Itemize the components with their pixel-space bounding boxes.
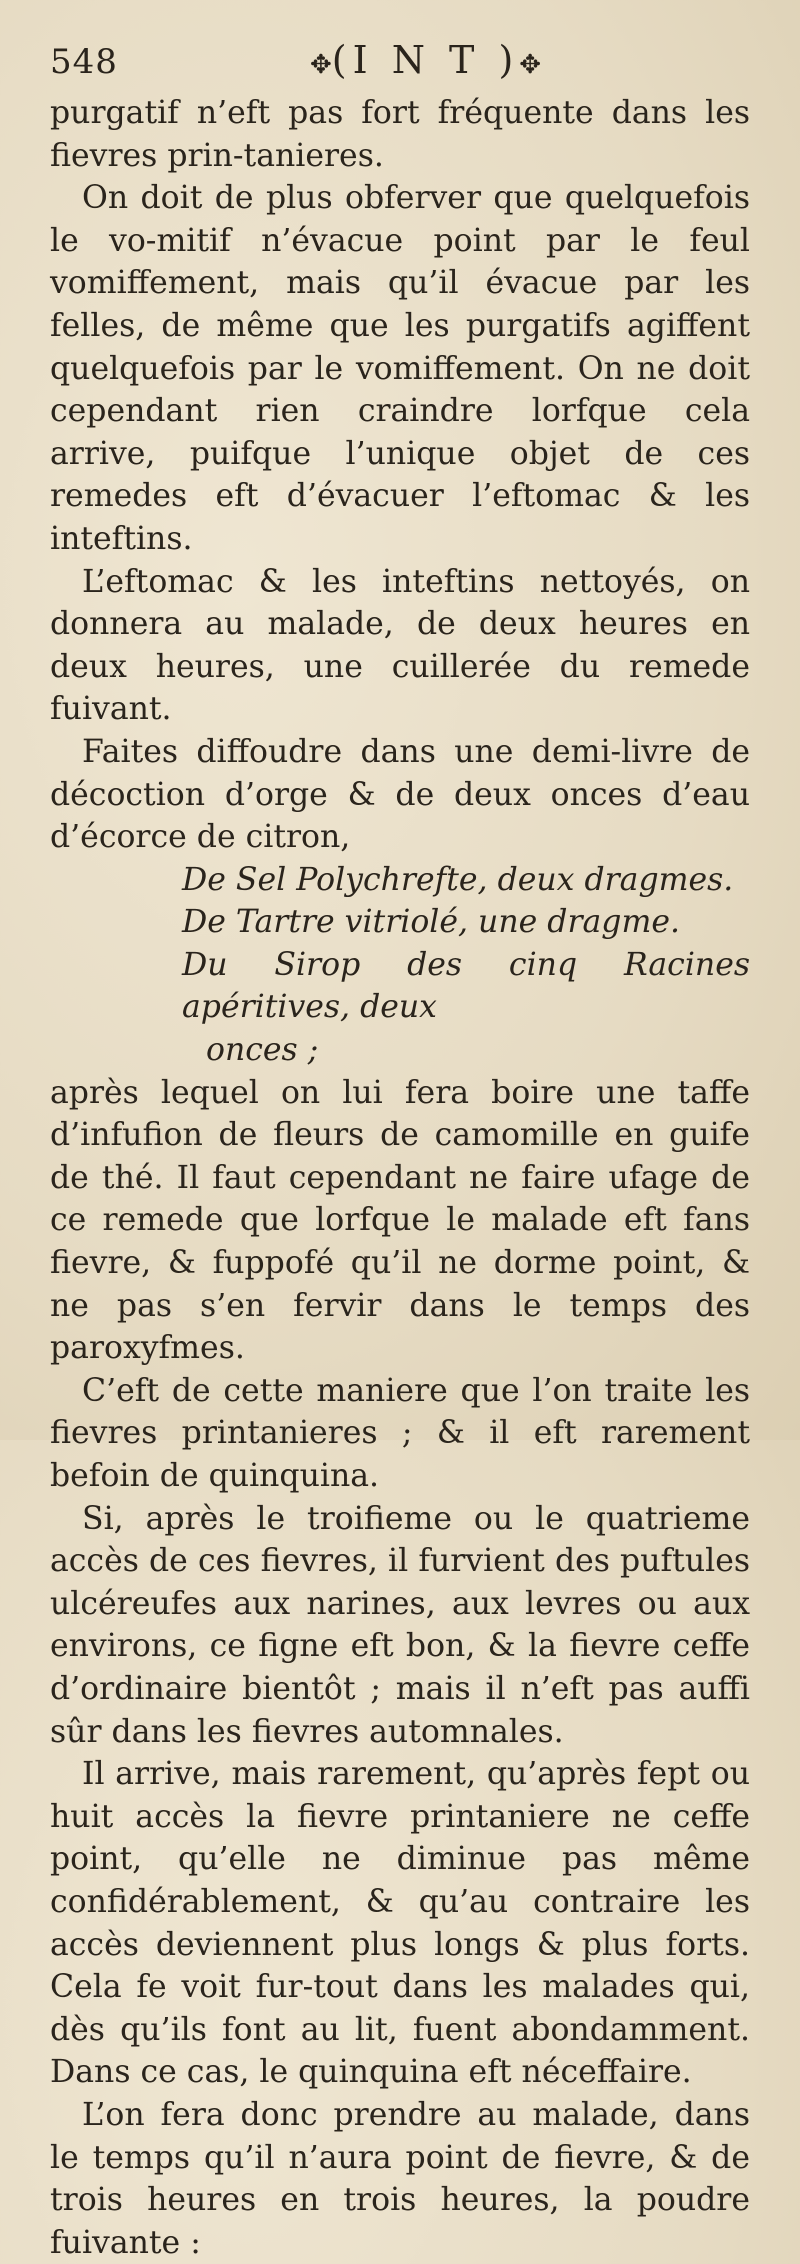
page-text [50,92,750,2264]
page-header [50,32,750,92]
paragraph-2: On doit de plus obferver que quelquefois le vo-mitif n’évacue point par le feul vomiffement, mais qu’il évacue par les felles, de même que les purgatifs agiffent quelquefois par le vomiffement. On ne doit cependant rien craindre lorfque cela arrive, puifque l’unique objet de ces remedes eft d’évacuer l’eftomac & les inteftins. [50,180,750,557]
book-page [50,32,750,2264]
recipe-line-1: De Sel Polychrefte, deux dragmes. [182,861,734,898]
paragraph-4: Faites diffoudre dans une demi-livre de décoction d’orge & de deux onces d’eau d’écorce de citron, [50,733,750,856]
paragraph-8: Il arrive, mais rarement, qu’après fept ou huit accès la fievre printaniere ne ceffe point, qu’elle ne diminue pas même confidérablement, & qu’au contraire les accès deviennent plus longs & plus forts. Cela fe voit fur-tout dans les malades qui, dès qu’ils font au lit, fuent abondamment. Dans ce cas, le quinquina eft néceffaire. [50,1756,750,2091]
running-head [310,38,541,82]
paragraph-3: L’eftomac & les inteftins nettoyés, on donnera au malade, de deux heures en deux heures, une cuillerée du remede fuivant. [50,563,750,728]
recipe-line-3: Du Sirop des cinq Racines apéritives, deux [182,946,750,1026]
paragraph-7: Si, après le troifieme ou le quatrieme accès de ces fievres, il furvient des puftules ulcéreufes aux narines, aux levres ou aux environs, ce figne eft bon, & la fievre ceffe d’ordinaire bientôt ; mais il n’eft pas auffi sûr dans les fievres automnales. [50,1500,750,1750]
page-number: 548 [50,42,118,82]
paragraph-1: purgatif n’eft pas fort fréquente dans les fievres prin-tanieres. [50,95,750,174]
paragraph-9: L’on fera donc prendre au malade, dans le temps qu’il n’aura point de fievre, & de trois heures en trois heures, la poudre fuivante : [50,2096,750,2261]
ornament-left-icon: ✥ [310,50,332,80]
paragraph-5: après lequel on lui fera boire une taffe d’infufion de fleurs de camomille en guife de thé. Il faut cependant ne faire ufage de ce remede que lorfque le malade eft fans fievre, & fuppofé qu’il ne dorme point, & ne pas s’en fervir dans le temps des paroxyfmes. [50,1074,750,1367]
ornament-right-icon: ✥ [519,50,542,80]
running-title: (I N T ) [331,38,520,82]
paragraph-6: C’eft de cette maniere que l’on traite les fievres printanieres ; & il eft rarement befoin de quinquina. [50,1372,750,1494]
recipe-line-3-continued: onces ; [206,1032,319,1069]
recipe-line-2: De Tartre vitriolé, une dragme. [182,904,680,941]
